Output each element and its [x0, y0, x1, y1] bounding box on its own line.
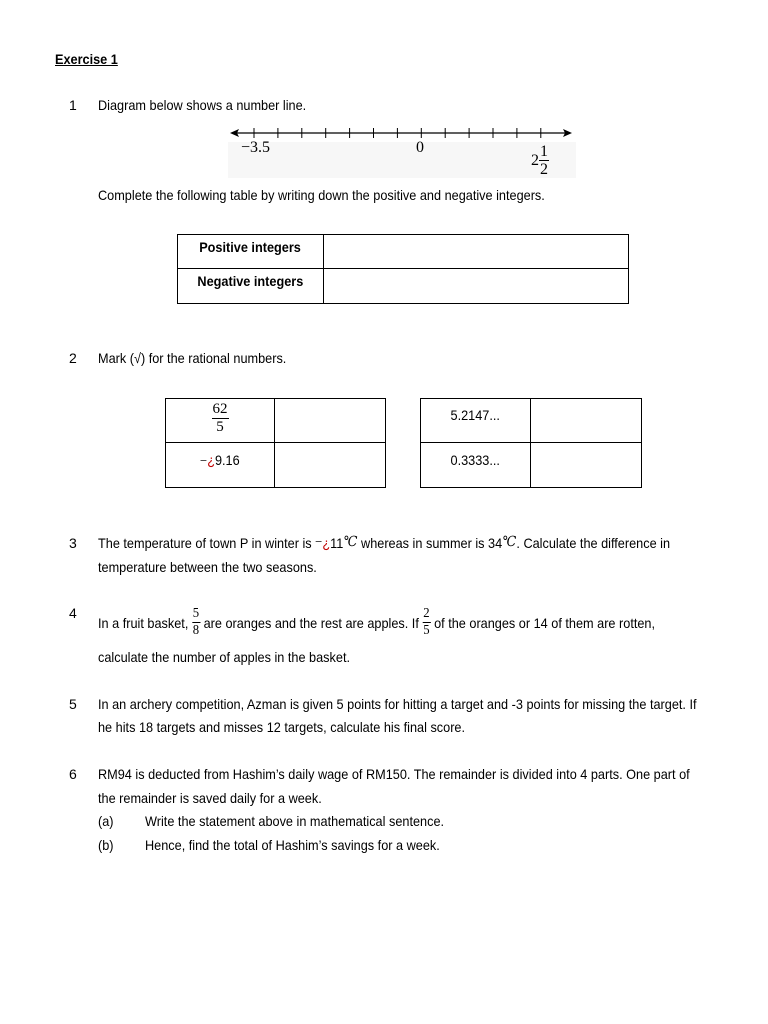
fraction-62-over-5 — [212, 402, 229, 435]
text-segment: whereas in summer is 34 — [357, 535, 503, 551]
sub-question-a-label: (a) — [98, 813, 114, 829]
number-cell — [421, 399, 531, 443]
question-1-instruction: Complete the following table by writing down the positive and negative integers. — [98, 187, 545, 203]
question-3-line-2: temperature between the two seasons. — [98, 559, 317, 575]
fraction-numerator: 2 — [423, 606, 430, 621]
fraction-numerator: 5 — [192, 606, 200, 621]
encoding-artifact: ¿ — [322, 535, 331, 551]
exercise-title: Exercise 1 — [55, 51, 118, 67]
rational-numbers-table-left — [165, 398, 386, 488]
table-row — [421, 399, 642, 443]
question-5-line-1: In an archery competition, Azman is given 5 points for hitting a target and -3 points for missing the target. If — [98, 696, 697, 712]
degree-celsius-unit: ℃ — [502, 535, 517, 550]
number-line-diagram — [226, 122, 578, 180]
recurring-decimal-value: 0.3333... — [450, 452, 501, 468]
table-row — [178, 235, 629, 269]
encoding-artifact: ¿ — [207, 452, 216, 468]
number-cell — [421, 443, 531, 488]
number-cell — [166, 443, 275, 488]
minus-sign: − — [200, 454, 208, 469]
table-row — [421, 443, 642, 488]
minus-sign: − — [315, 535, 323, 550]
question-3-line-1 — [98, 535, 670, 551]
rational-numbers-table-right — [420, 398, 642, 488]
fraction-denominator: 8 — [192, 623, 200, 638]
question-2-number: 2 — [69, 350, 77, 366]
negative-integers-label: Negative integers — [197, 273, 304, 289]
question-1-number: 1 — [69, 97, 77, 113]
sub-question-a-text: Write the statement above in mathematical sentence. — [145, 813, 445, 829]
question-4-line-1 — [98, 607, 655, 638]
number-line-label-zero: 0 — [416, 139, 424, 156]
number-line-label-two-and-a-half — [531, 144, 549, 177]
question-6-line-2: the remainder is saved daily for a week. — [98, 790, 322, 806]
integer-classification-table — [177, 234, 629, 304]
table-row — [166, 399, 386, 443]
mixed-number-fraction — [539, 144, 549, 177]
tick-mark-cell — [531, 443, 642, 488]
decimal-digits: 9.16 — [215, 452, 240, 468]
question-6-number: 6 — [69, 766, 77, 782]
mixed-number-whole: 2 — [531, 151, 539, 169]
row-label-cell — [178, 269, 324, 304]
question-4-line-2: calculate the number of apples in the basket. — [98, 649, 351, 665]
answer-cell — [324, 269, 629, 304]
answer-cell — [324, 235, 629, 269]
fraction-2-over-5 — [422, 607, 430, 638]
positive-integers-label: Positive integers — [199, 239, 302, 255]
question-3-number: 3 — [69, 535, 77, 551]
recurring-decimal-value: 5.2147... — [450, 407, 501, 423]
table-row — [178, 269, 629, 304]
sub-question-b-label: (b) — [98, 837, 114, 853]
tick-mark-cell — [275, 399, 386, 443]
winter-temperature-value: 11 — [330, 535, 344, 551]
tick-mark-cell — [531, 399, 642, 443]
fraction-5-over-8 — [192, 607, 200, 638]
question-6-line-1: RM94 is deducted from Hashim’s daily wage of RM150. The remainder is divided into 4 parts. One part of — [98, 766, 690, 782]
table-row — [166, 443, 386, 488]
fraction-denominator: 5 — [216, 419, 224, 435]
fraction-numerator: 1 — [540, 143, 548, 160]
text-segment: The temperature of town P in winter is — [98, 535, 316, 551]
text-segment: of the oranges or 14 of them are rotten, — [430, 614, 656, 631]
text-segment: . Calculate the difference in — [516, 535, 671, 551]
fraction-numerator: 62 — [212, 401, 228, 417]
degree-celsius-unit: ℃ — [343, 535, 358, 550]
question-4-number: 4 — [69, 605, 77, 621]
question-1-intro: Diagram below shows a number line. — [98, 97, 307, 113]
fraction-denominator: 5 — [423, 623, 430, 638]
question-5-number: 5 — [69, 696, 77, 712]
number-cell — [166, 399, 275, 443]
sub-question-b-text: Hence, find the total of Hashim’s savings for a week. — [145, 837, 440, 853]
number-line-backdrop — [228, 139, 576, 178]
number-line-label-negative-three-point-five: −3.5 — [240, 139, 271, 156]
number-line-graphic — [226, 122, 578, 180]
question-2-instruction: Mark (√) for the rational numbers. — [98, 350, 287, 366]
text-segment: are oranges and the rest are apples. If — [200, 614, 423, 631]
text-segment: In a fruit basket, — [98, 614, 192, 631]
negative-decimal-value — [200, 452, 240, 470]
tick-mark-cell — [275, 443, 386, 488]
row-label-cell — [178, 235, 324, 269]
fraction-denominator: 2 — [540, 161, 548, 178]
question-5-line-2: he hits 18 targets and misses 12 targets, calculate his final score. — [98, 719, 466, 735]
